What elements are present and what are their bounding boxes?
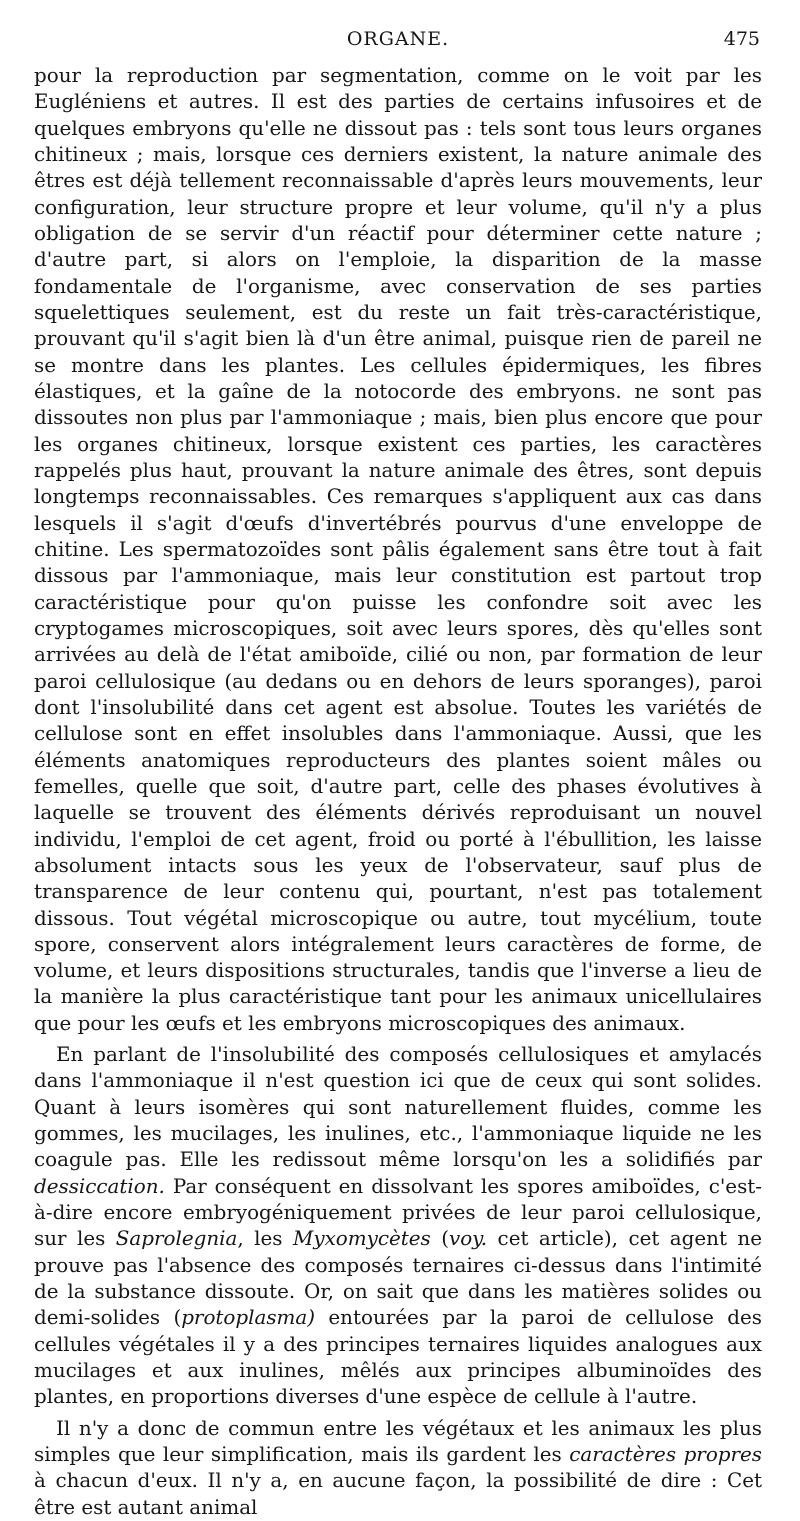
page-number: 475 <box>723 28 760 50</box>
paragraph-1: pour la reproduction par segmentation, comme on le voit par les Eugléniens et autres. Il est des parties de certains infusoires et de quelques embryons qu'elle ne dissout pas : tels sont tous leurs organes chitineux ; mais, lorsque ces derniers existent, la nature animale des êtres est déjà tellement reconnaissable d'après leurs mouvements, leur configuration, leur structure propre et leur volume, qu'il n'y a plus obligation de se servir d'un réactif pour déterminer cette nature ; d'autre part, si alors on l'emploie, la disparition de la masse fondamentale de l'organisme, avec conservation de ses parties squelettiques seulement, est du reste un fait très-caractéristique, prouvant qu'il s'agit bien là d'un être animal, puisque rien de pareil ne se montre dans les plantes. Les cellules épidermiques, les fibres élastiques, et la gaîne de la notocorde des embryons. ne sont pas dissoutes non plus par l'ammoniaque ; mais, bien plus encore que pour les organes chitineux, lorsque existent ces parties, les caractères rappelés plus haut, prouvant la nature animale des êtres, sont depuis longtemps reconnaissables. Ces remarques s'appliquent aux cas dans lesquels il s'agit d'œufs d'invertébrés pourvus d'une enveloppe de chitine. Les spermatozoïdes sont pâlis également sans être tout à fait dissous par l'ammoniaque, mais leur constitution est partout trop caractéristique pour qu'on puisse les confondre soit avec les cryptogames microscopiques, soit avec leurs spores, dès qu'elles sont arrivées au delà de l'état amiboïde, cilié ou non, par formation de leur paroi cellulosique (au dedans ou en dehors de leurs sporanges), paroi dont l'insolubilité dans cet agent est absolue. Toutes les variétés de cellulose sont en effet insolubles dans l'ammoniaque. Aussi, que les éléments anatomiques reproducteurs des plantes soient mâles ou femelles, quelle que soit, d'autre part, celle des phases évolutives à laquelle se trouvent des éléments dérivés reproduisant un nouvel individu, l'emploi de cet agent, froid ou porté à l'ébullition, les laisse absolument intacts sous les yeux de l'observateur, sauf plus de transparence de leur contenu qui, pourtant, n'est pas totalement dissous. Tout végétal microscopique ou autre, tout mycélium, toute spore, conservent alors intégralement leurs caractères de forme, de volume, et leurs dispositions structurales, tandis que l'inverse a lieu de la manière la plus caractéristique tant pour les animaux unicellulaires que pour les œufs et les embryons microscopiques des animaux. <box>34 64 762 1035</box>
italic-protoplasma: protoplasma) <box>181 1306 316 1330</box>
paragraph-2-part-c: , les <box>237 1227 293 1251</box>
paragraph-3 <box>34 1416 762 1521</box>
paragraph-3-part-a: Il n'y a donc de commun entre les végétaux et les animaux les plus simples que leur simplification, mais ils gardent les <box>34 1416 762 1467</box>
paragraph-2-part-a: En parlant de l'insolubilité des composés cellulosiques et amylacés dans l'ammoniaque il n'est question ici que de ceux qui sont solides. Quant à leurs isomères qui sont naturellement fluides, comme les gommes, les mucilages, les inulines, etc., l'ammoniaque liquide ne les coagule pas. Elle les redissout même lorsqu'on les a solidifiés par <box>34 1043 762 1172</box>
italic-voy: voy. <box>448 1227 488 1251</box>
italic-saprolegnia: Saprolegnia <box>115 1227 238 1251</box>
running-header <box>36 28 760 56</box>
paragraph-3-part-b: à chacun d'eux. Il n'y a, en aucune façon, la possibilité de dire : Cet être est autant animal <box>34 1469 762 1519</box>
body-text <box>34 63 762 1521</box>
paragraph-2-part-d: ( <box>430 1227 449 1251</box>
paragraph-2-part-e: cet article), cet agent ne prouve pas l'absence des composés ternaires ci-dessus dans l'intimité de la substance dissoute. Or, on sait que dans les matières solides ou demi-solides ( <box>34 1227 763 1330</box>
italic-dessiccation: dessiccation. <box>34 1174 165 1198</box>
paragraph-2 <box>34 1042 762 1411</box>
italic-caracteres-propres: caractères propres <box>569 1443 763 1467</box>
running-title: ORGANE. <box>346 28 450 50</box>
paragraph-2-part-f: entourées par la paroi de cellulose des cellules végétales il y a des principes ternaires liquides analogues aux mucilages et aux inulines, mêlés aux principes albuminoïdes des plantes, en proportions diverses d'une espèce de cellule à l'autre. <box>34 1306 762 1409</box>
italic-myxomycetes: Myxomycètes <box>292 1227 431 1251</box>
paragraph-2-part-b: Par conséquent en dissolvant les spores amiboïdes, c'est-à-dire encore embryogéniquement privées de leur paroi cellulosique, sur les <box>34 1174 762 1251</box>
